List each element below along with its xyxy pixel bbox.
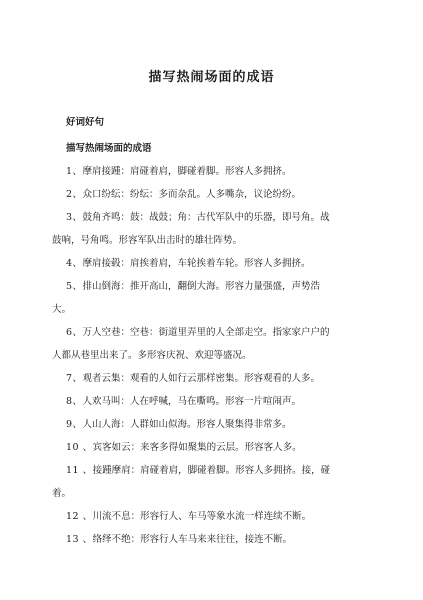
item-number: 12 、 [66, 511, 93, 522]
item-number: 2、 [66, 189, 83, 200]
list-item [52, 275, 366, 321]
item-text-continued: 鼓响，号角鸣。形容军队出击时的雄壮阵势。 [52, 235, 243, 246]
item-text: 排山倒海：推开高山，翻倒大海。形容力量强盛，声势浩 [82, 281, 321, 292]
item-text: 人欢马叫：人在呼喊，马在嘶鸣。形容一片喧闹声。 [82, 396, 302, 407]
item-number: 6、 [66, 327, 83, 338]
item-number: 9、 [66, 419, 83, 430]
list-item [66, 436, 366, 459]
item-text-continued: 人都从巷里出来了。多形容庆祝、欢迎等盛况。 [52, 350, 252, 361]
list-item [66, 160, 366, 183]
item-text: 众口纷纭：纷纭：多而杂乱。人多嘴杂，议论纷纷。 [82, 189, 302, 200]
item-number: 7、 [66, 373, 83, 384]
list-item [66, 183, 366, 206]
item-text: 观者云集：观看的人如行云那样密集。形容观看的人多。 [82, 373, 321, 384]
list-item [52, 459, 366, 505]
item-number: 4、 [66, 258, 83, 269]
list-heading: 描写热闹场面的成语 [66, 143, 152, 154]
item-text: 接踵摩肩：肩碰着肩，脚碰着脚。形容人多拥挤。接，碰 [92, 465, 331, 476]
list-item [52, 206, 366, 252]
item-number: 1、 [66, 166, 83, 177]
item-number: 11 、 [66, 465, 93, 476]
item-text: 宾客如云：来客多得如聚集的云层。形容客人多。 [92, 442, 302, 453]
list-item [66, 367, 366, 390]
item-number: 8、 [66, 396, 83, 407]
list-item [66, 390, 366, 413]
list-item [66, 413, 366, 436]
item-text: 络绎不绝：形容行人车马来来往往，接连不断。 [92, 534, 293, 545]
item-number: 13 、 [66, 534, 93, 545]
list-item [66, 252, 366, 275]
item-text: 鼓角齐鸣：鼓：战鼓；角：古代军队中的乐器，即号角。战 [82, 212, 330, 223]
section-heading: 好词好句 [66, 117, 105, 128]
item-number: 3、 [66, 212, 83, 223]
list-item [52, 321, 366, 367]
item-text: 万人空巷：空巷：街道里弄里的人全部走空。指家家户户的 [82, 327, 330, 338]
list-item [66, 528, 366, 551]
item-number: 5、 [66, 281, 83, 292]
item-text: 摩肩接毂：肩挨着肩，车轮挨着车轮。形容人多拥挤。 [82, 258, 311, 269]
item-number: 10 、 [66, 442, 93, 453]
item-text-continued: 着。 [52, 488, 72, 499]
item-text: 人山人海：人群如山似海。形容人聚集得非常多。 [82, 419, 292, 430]
page-title: 描写热闹场面的成语 [148, 70, 275, 85]
idiom-list [52, 160, 366, 551]
list-item [66, 505, 366, 528]
item-text: 川流不息：形容行人、车马等象水流一样连续不断。 [92, 511, 312, 522]
item-text-continued: 大。 [52, 304, 72, 315]
item-text: 摩肩接踵：肩碰着肩，脚碰着脚。形容人多拥挤。 [82, 166, 292, 177]
